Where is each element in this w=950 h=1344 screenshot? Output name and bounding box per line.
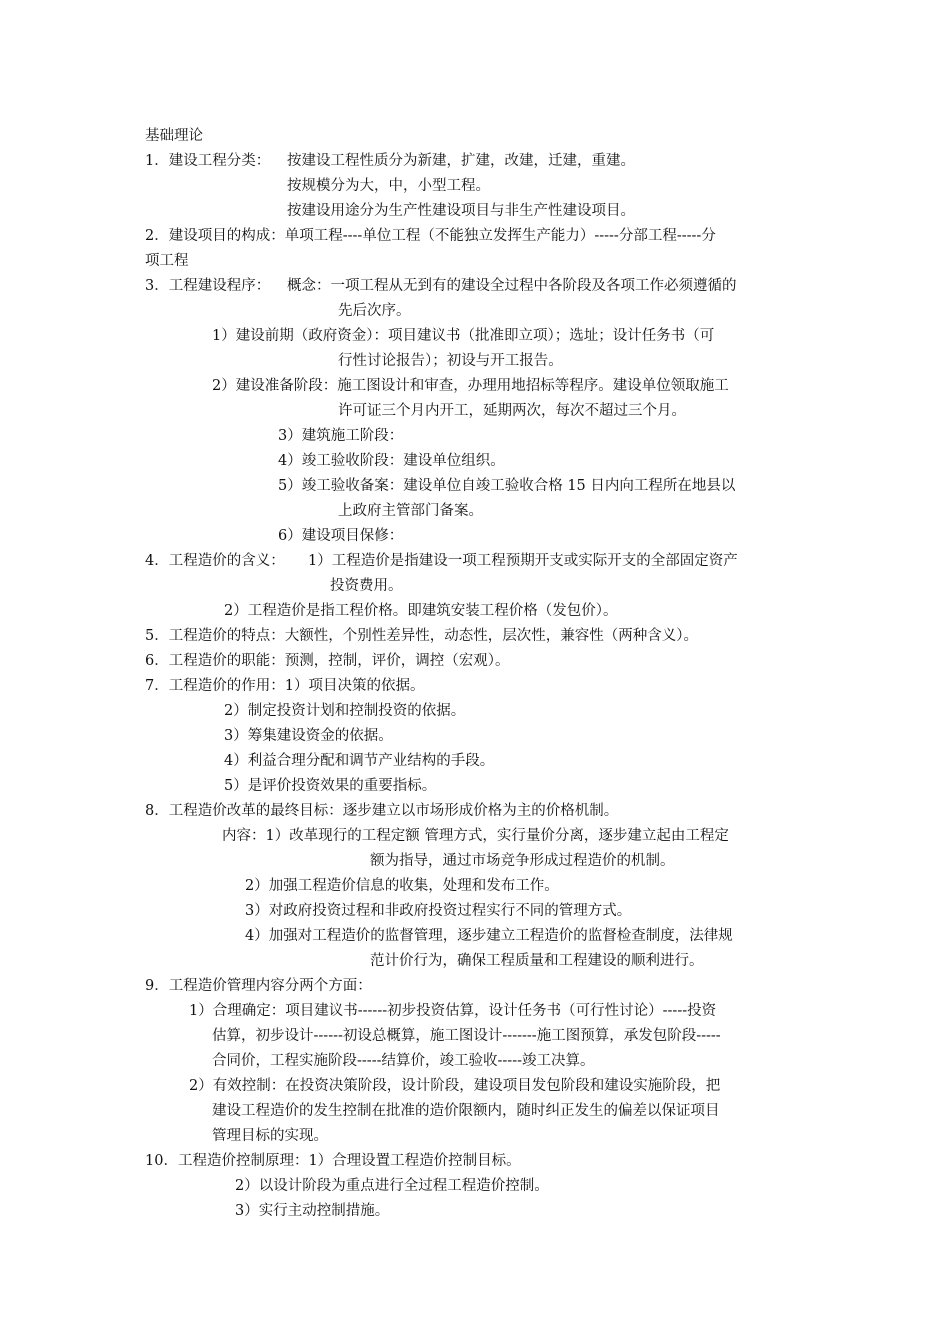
section-9-text: 1）合理确定：项目建议书------初步投资估算，设计任务书（可行性讨论）-----投资 [189,1003,717,1019]
section-3-text: 1）建设前期（政府资金）：项目建议书（批准即立项）；选址；设计任务书（可 [212,328,715,344]
section-5-text: 5．工程造价的特点：大额性，个别性差异性，动态性，层次性，兼容性（两种含义）。 [145,628,698,644]
section-6-text: 6．工程造价的职能：预测，控制，评价，调控（宏观）。 [145,653,510,669]
section-1-text: 按规模分为大，中，小型工程。 [287,178,490,194]
section-3-text: 许可证三个月内开工，延期两次，每次不超过三个月。 [338,403,686,419]
doc-title: 基础理论 [145,128,203,144]
section-8-text: 内容：1）改革现行的工程定额 管理方式，实行量价分离，逐步建立起由工程定 [222,828,729,844]
section-2-text: 2．建设项目的构成：单项工程----单位工程（不能独立发挥生产能力）-----分部工程-----分 [145,228,716,244]
section-8-text: 8．工程造价改革的最终目标：逐步建立以市场形成价格为主的价格机制。 [145,803,619,819]
section-2-text: 项工程 [145,253,189,269]
section-1-text: 按建设用途分为生产性建设项目与非生产性建设项目。 [287,203,635,219]
section-8-text: 4）加强对工程造价的监督管理，逐步建立工程造价的监督检查制度，法律规 [245,928,733,944]
section-1-text: 按建设工程性质分为新建，扩建，改建，迁建，重建。 [287,153,635,169]
section-3-text: 2）建设准备阶段：施工图设计和审查，办理用地招标等程序。建设单位领取施工 [212,378,729,394]
section-3-text: 3）建筑施工阶段： [278,428,404,444]
section-7-text: 3）筹集建设资金的依据。 [224,728,393,744]
section-7-text: 4）利益合理分配和调节产业结构的手段。 [224,753,495,769]
section-4-text: 投资费用。 [330,578,403,594]
section-3-text: 上政府主管部门备案。 [338,503,483,519]
section-3-text: 先后次序。 [338,303,411,319]
section-9-text: 合同价，工程实施阶段-----结算价，竣工验收-----竣工决算。 [212,1053,595,1069]
section-3-label: 3．工程建设程序： [145,278,271,294]
section-8-text: 3）对政府投资过程和非政府投资过程实行不同的管理方式。 [245,903,632,919]
section-4-label: 4．工程造价的含义： [145,553,285,569]
section-8-text: 范计价行为，确保工程质量和工程建设的顺利进行。 [370,953,704,969]
section-8-text: 2）加强工程造价信息的收集，处理和发布工作。 [245,878,559,894]
section-10-text: 10．工程造价控制原理：1）合理设置工程造价控制目标。 [145,1153,521,1169]
section-3-text: 行性讨论报告）；初设与开工报告。 [338,353,563,369]
section-1-label: 1．建设工程分类： [145,153,271,169]
section-9-text: 2）有效控制：在投资决策阶段，设计阶段，建设项目发包阶段和建设实施阶段，把 [189,1078,721,1094]
section-7-text: 2）制定投资计划和控制投资的依据。 [224,703,466,719]
section-3-text: 4）竣工验收阶段：建设单位组织。 [278,453,505,469]
section-9-text: 9．工程造价管理内容分两个方面： [145,978,372,994]
section-9-text: 管理目标的实现。 [212,1128,328,1144]
section-7-text: 7．工程造价的作用：1）项目决策的依据。 [145,678,425,694]
section-9-text: 建设工程造价的发生控制在批准的造价限额内，随时纠正发生的偏差以保证项目 [212,1103,720,1119]
section-10-text: 2）以设计阶段为重点进行全过程工程造价控制。 [235,1178,549,1194]
section-4-text: 1）工程造价是指建设一项工程预期开支或实际开支的全部固定资产 [308,553,738,569]
section-3-text: 6）建设项目保修： [278,528,404,544]
section-3-text: 5）竣工验收备案：建设单位自竣工验收合格 15 日内向工程所在地县以 [278,478,736,494]
section-8-text: 额为指导，通过市场竞争形成过程造价的机制。 [370,853,675,869]
section-3-text: 概念：一项工程从无到有的建设全过程中各阶段及各项工作必须遵循的 [287,278,737,294]
section-10-text: 3）实行主动控制措施。 [235,1203,390,1219]
section-9-text: 估算，初步设计------初设总概算，施工图设计-------施工图预算，承发包阶段----- [212,1028,721,1044]
section-7-text: 5）是评价投资效果的重要指标。 [224,778,437,794]
section-4-text: 2）工程造价是指工程价格。即建筑安装工程价格（发包价）。 [224,603,618,619]
